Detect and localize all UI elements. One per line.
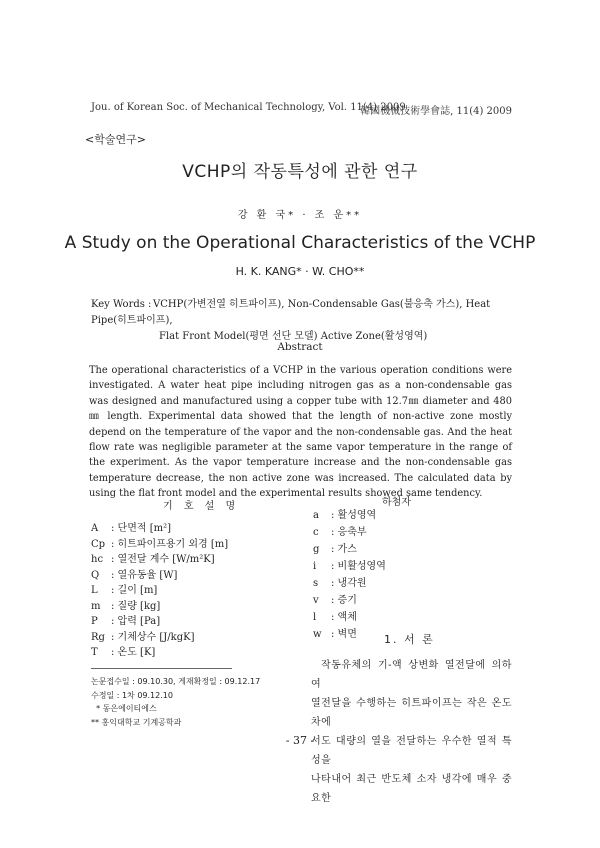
nomenclature-list (91, 521, 228, 661)
journal-header-right: 韓國機械技術學會誌, 11(4) 2009 (360, 106, 512, 117)
nomenclature-row: hc : 열전달 계수 [W/m²K] (91, 554, 215, 565)
intro-line: 서도 대량의 열을 전달하는 우수한 열적 특성을 (311, 736, 512, 766)
section-heading-introduction: 1. 서 론 (384, 633, 435, 646)
nomenclature-row: A : 단면적 [m²] (91, 523, 172, 534)
subscript-row: v : 증기 (313, 595, 357, 606)
intro-line: 열전달을 수행하는 히트파이프는 작은 온도차에 (311, 698, 512, 728)
intro-line: 작동유체의 기-액 상변화 열전달에 의하여 (311, 660, 512, 690)
footnote-divider (91, 668, 232, 669)
nomenclature-row: L : 길이 [m] (91, 585, 158, 596)
footnotes (91, 675, 260, 729)
subscript-row: l : 액체 (313, 612, 357, 623)
subscript-row: g : 가스 (313, 544, 357, 555)
nomenclature-row: Q : 열유동율 [W] (91, 569, 178, 581)
keywords-label: Key Words : (91, 299, 152, 310)
subscript-row: c : 응축부 (313, 527, 367, 538)
footnote-revision: 수정일 : 1차 09.12.10 (91, 690, 173, 700)
keywords-line-2: Flat Front Model(평면 선단 모델) Active Zone(활성영역) (159, 331, 428, 342)
journal-header-left: Jou. of Korean Soc. of Mechanical Technology, Vol. 11(4) 2009 (91, 102, 406, 113)
subscript-row: a : 활성영역 (313, 510, 377, 521)
abstract-heading: Abstract (277, 341, 323, 353)
keywords-block (91, 297, 511, 345)
intro-line: 나타내어 최근 반도체 소자 냉각에 매우 중요한 (311, 774, 512, 804)
subscripts-list (313, 507, 386, 643)
footnote-affiliation-1: * 동은에이티에스 (91, 704, 157, 713)
page-number: - 37 - (285, 734, 315, 747)
title-korean: VCHP의 작동특성에 관한 연구 (182, 162, 418, 182)
nomenclature-row: T : 온도 [K] (91, 647, 156, 658)
nomenclature-heading: 기 호 설 명 (163, 501, 240, 512)
abstract-text: The operational characteristics of a VCHP in the various operation conditions were investigated. A water heat pipe including nitrogen gas as a non-condensable gas was designed and manufactured using a copper tube with 12.7㎜ diameter and 480㎜ length. Experimental data showed that the length of non-active zone mostly depend on the temperature of the vapor and the non-condensable gas. And the heat flow rate was negligible parameter at the same vapor temperature in the range of the experiment. As the vapor temperature increase and the non-condensable gas temperature decrease, the non active zone was increased. The calculated data by using the flat front model and the experimental results showed same tendency. (89, 365, 512, 500)
subscript-row: s : 냉각원 (313, 578, 367, 589)
authors-english: H. K. KANG* · W. CHO** (235, 265, 365, 278)
introduction-text (311, 656, 512, 808)
nomenclature-row: Cp : 히트파이프용기 외경 [m] (91, 538, 229, 550)
title-english: A Study on the Operational Characteristics of the VCHP (64, 233, 536, 253)
nomenclature-row: Rg : 기체상수 [J/kgK] (91, 631, 195, 643)
subscripts-heading: 하첨자 (382, 497, 411, 508)
footnote-affiliation-2: ** 홍익대학교 기계공학과 (91, 717, 182, 727)
footnote-dates: 논문접수일 : 09.10.30, 게재확정일 : 09.12.17 (91, 677, 261, 686)
subscript-row: i : 비활성영역 (313, 561, 386, 572)
nomenclature-row: P : 압력 [Pa] (91, 616, 161, 627)
article-category: <학술연구> (85, 133, 146, 146)
nomenclature-row: m : 질량 [kg] (91, 600, 161, 612)
subscript-row: w : 벽면 (313, 629, 357, 640)
authors-korean: 강 환 국* · 조 운** (237, 210, 363, 221)
keywords-line-1: VCHP(가변전열 히트파이프), Non-Condensable Gas(불응축 가스), Heat Pipe(히트파이프), (91, 299, 491, 326)
